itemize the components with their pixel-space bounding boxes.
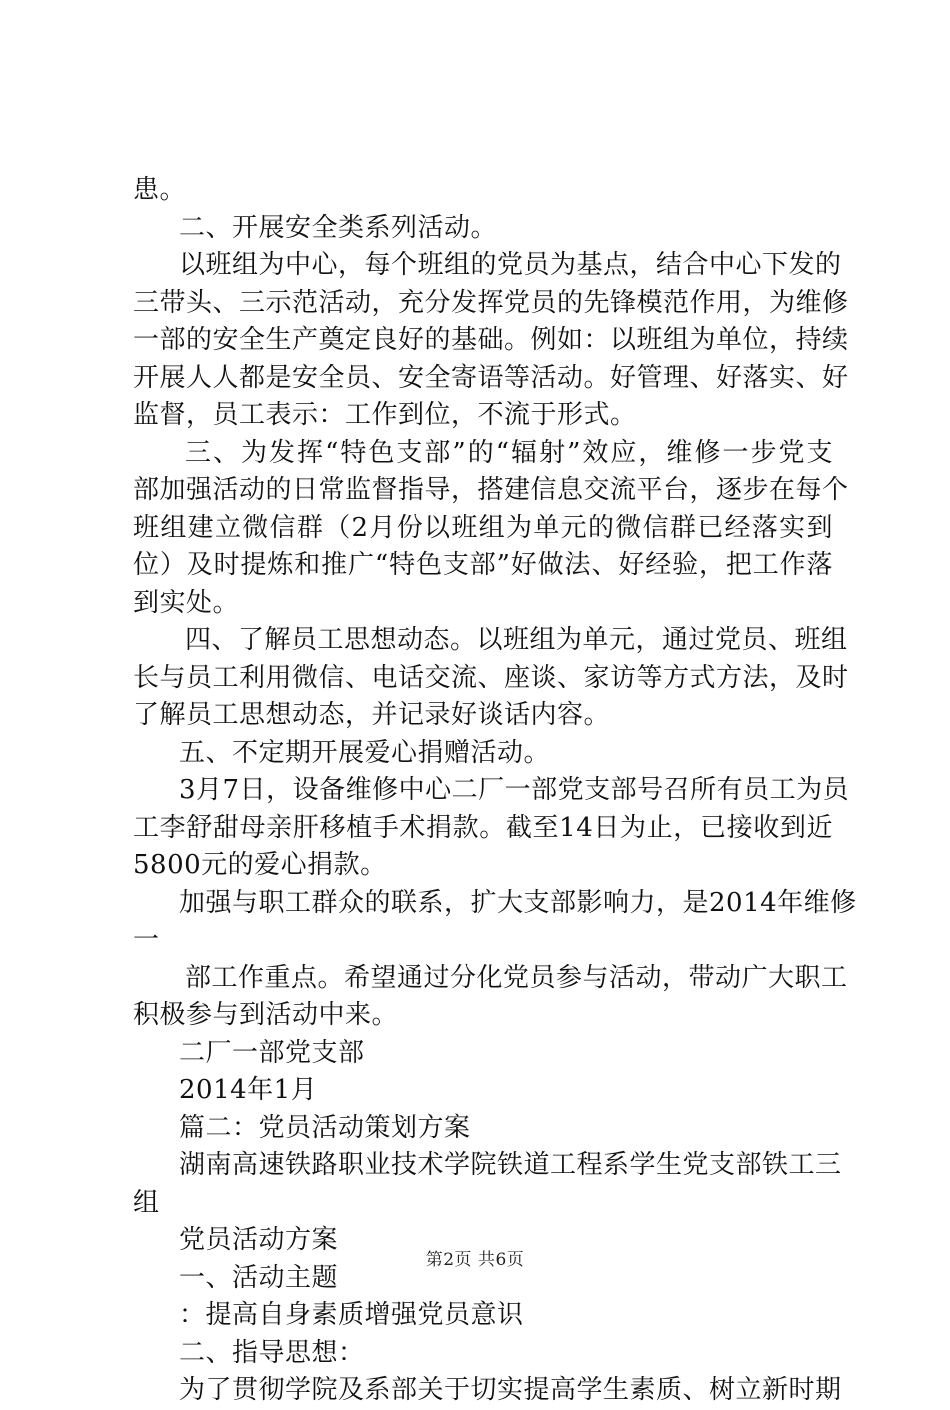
text-line: 以班组为中心，每个班组的党员为基点，结合中心下发的 xyxy=(179,250,842,280)
section-heading: 二、开展安全类系列活动。 xyxy=(179,212,498,243)
section-heading: 三、为发挥“特色支部”的“辐射”效应，维修一步党支 xyxy=(185,437,833,468)
text-line: 部加强活动的日常监督指导，搭建信息交流平台，逐步在每个 xyxy=(133,475,849,505)
text-line: 湖南高速铁路职业技术学院铁道工程系学生党支部铁工三 xyxy=(179,1150,842,1180)
section-heading: 五、不定期开展爱心捐赠活动。 xyxy=(179,737,551,768)
text-line: 开展人人都是安全员、安全寄语等活动。好管理、好落实、好 xyxy=(133,362,849,393)
text-line: 加强与职工群众的联系，扩大支部影响力，是2014年维修 xyxy=(179,887,857,918)
text-line: 了解员工思想动态，并记录好谈话内容。 xyxy=(133,700,611,730)
section-heading: 二、指导思想： xyxy=(179,1337,365,1368)
plan-title: 党员活动方案 xyxy=(179,1225,339,1255)
signature-org: 二厂一部党支部 xyxy=(179,1037,365,1068)
text-line: 位）及时提炼和推广“特色支部”好做法、好经验，把工作落 xyxy=(133,550,833,580)
chapter-title: 篇二：党员活动策划方案 xyxy=(179,1112,471,1143)
text-line: 患。 xyxy=(133,175,187,205)
text-line: 积极参与到活动中来。 xyxy=(133,1000,399,1030)
section-heading: 四、了解员工思想动态。以班组为单元，通过党员、班组 xyxy=(185,625,848,655)
text-line: ：提高自身素质增强党员意识 xyxy=(179,1300,524,1330)
text-line: 为了贯彻学院及系部关于切实提高学生素质、树立新时期 xyxy=(179,1375,842,1405)
document-body xyxy=(133,172,857,1410)
text-line: 三带头、三示范活动，充分发挥党员的先锋模范作用，为维修 xyxy=(133,287,849,318)
signature-date: 2014年1月 xyxy=(179,1075,318,1105)
section-heading: 一、活动主题 xyxy=(179,1262,339,1293)
text-line: 工李舒甜母亲肝移植手术捐款。截至14日为止，已接收到近 xyxy=(133,812,833,843)
text-line: 部工作重点。希望通过分化党员参与活动，带动广大职工 xyxy=(185,962,848,993)
text-line: 监督，员工表示：工作到位，不流于形式。 xyxy=(133,400,637,430)
text-line: 班组建立微信群（2月份以班组为单元的微信群已经落实到 xyxy=(133,512,833,543)
text-line: 到实处。 xyxy=(133,587,240,618)
text-line: 一部的安全生产奠定良好的基础。例如：以班组为单位，持续 xyxy=(133,325,849,355)
text-line: 3月7日，设备维修中心二厂一部党支部号召所有员工为员 xyxy=(179,775,850,805)
text-line: 长与员工利用微信、电话交流、座谈、家访等方式方法，及时 xyxy=(133,662,849,693)
text-line: 5800元的爱心捐款。 xyxy=(133,850,387,880)
page-number-footer: 第2页 共6页 xyxy=(425,1250,525,1270)
text-line: 一 xyxy=(133,925,160,955)
text-line: 组 xyxy=(133,1187,160,1218)
